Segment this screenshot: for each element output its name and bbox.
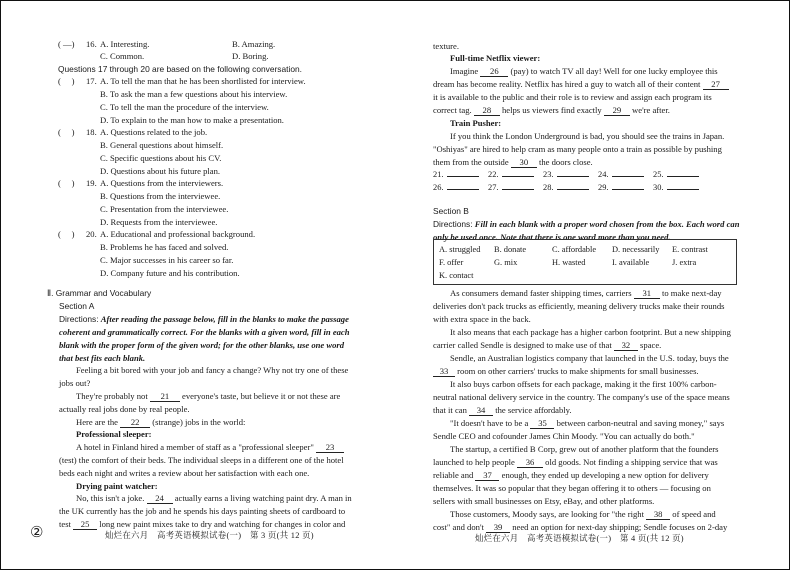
answer-field-25[interactable] (667, 168, 699, 177)
passage-line: It also buys carbon offsets for each package, making it the first 100% carbon- (450, 379, 717, 389)
directions-b-line-1: Directions: Fill in each blank with a proper word chosen from the box. Each word can (433, 219, 740, 229)
answer-row-1: 21. 22. 23. 24. 25. (433, 168, 753, 180)
q19-bracket: ( ) (58, 178, 75, 188)
passage-line: No, this isn't a joke. 24 actually earns a living watching paint dry. A man in (76, 493, 352, 503)
passage-line: Those customers, Moody says, are looking for "the right 38 of speed and (450, 509, 716, 519)
answer-field-21[interactable] (447, 168, 479, 177)
directions-b-line-2: only be used once. Note that there is one word more than you need. (433, 232, 671, 242)
passage-line: themselves. It was so popular that they began offering it to others — focusing on (433, 483, 711, 493)
passage-line: actually real jobs done by real people. (59, 404, 190, 414)
q18-number: 18. (86, 127, 97, 137)
word-option-d: D. necessarily (612, 245, 660, 254)
page-footer: 灿烂在六月 高考英语模拟试卷(一) 第 3 页(共 12 页) (105, 531, 314, 540)
blank-22[interactable]: 22 (120, 417, 150, 428)
heading-netflix-viewer: Full-time Netflix viewer: (450, 53, 541, 63)
blank-31[interactable]: 31 (634, 288, 660, 299)
passage-line: As consumers demand faster shipping times, carriers 31 to make next-day (450, 288, 722, 298)
q20-option-c: C. Major successes in his career so far. (100, 255, 234, 265)
passage-line: with extra space in the back. (433, 314, 531, 324)
q19-option-c: C. Presentation from the interviewee. (100, 204, 229, 214)
passage-line: them from the outside 30 the doors close. (433, 157, 593, 167)
q18-option-a: A. Questions related to the job. (100, 127, 208, 137)
heading-professional-sleeper: Professional sleeper: (76, 429, 152, 439)
passage-line: dream has become reality. Netflix has hired a guy to watch all of their content 27 (433, 78, 729, 90)
q16-option-a: A. Interesting. (100, 39, 150, 49)
passage-line: reliable and 37 enough, they ended up developing a new option for delivery (433, 470, 709, 480)
passage-line: A hotel in Finland hired a member of staff as a "professional sleeper" 23 (76, 441, 344, 453)
conversation-intro: Questions 17 through 20 are based on the following conversation. (58, 64, 302, 74)
q16-option-c: C. Common. (100, 51, 145, 61)
q18-option-c: C. Specific questions about his CV. (100, 153, 222, 163)
directions-b-label: Directions: (433, 219, 473, 229)
q17-number: 17. (86, 76, 97, 86)
blank-29[interactable]: 29 (604, 105, 630, 116)
passage-line: it is available to the public and their role is to review and assign each program its (433, 92, 712, 102)
word-option-b: B. donate (494, 245, 527, 254)
word-option-h: H. wasted (552, 258, 586, 267)
heading-drying-paint-watcher: Drying paint watcher: (76, 481, 158, 491)
blank-39[interactable]: 39 (486, 522, 510, 533)
passage-line: The startup, a certified B Corp, grew out of another platform that the founders (450, 444, 719, 454)
q16-option-b: B. Amazing. (232, 39, 276, 49)
word-box (433, 239, 737, 285)
passage-line: They're probably not 21 everyone's taste, but believe it or not these are (76, 391, 341, 401)
passage-line: launched to help people 36 old goods. Not finding a shipping service that was (433, 457, 718, 467)
word-option-a: A. struggled (439, 245, 481, 254)
answer-field-30[interactable] (667, 181, 699, 190)
q19-option-b: B. Questions from the interviewee. (100, 191, 221, 201)
blank-36[interactable]: 36 (517, 457, 543, 468)
passage-line: Sendle, an Australian logistics company that launched in the U.S. today, buys the (450, 353, 729, 363)
section-b-heading: Section B (433, 206, 469, 216)
answer-field-22[interactable] (502, 168, 534, 177)
passage-line: Imagine 26 (pay) to watch TV all day! Well for one lucky employee this (450, 66, 718, 76)
word-option-g: G. mix (494, 258, 518, 267)
answer-field-29[interactable] (612, 181, 644, 190)
q18-option-b: B. General questions about himself. (100, 140, 224, 150)
passage-line: (test) the comfort of their beds. The individual sleeps in a different one of the hotel (59, 455, 344, 465)
blank-28[interactable]: 28 (474, 105, 500, 116)
blank-26[interactable]: 26 (480, 66, 508, 77)
answer-field-27[interactable] (502, 181, 534, 190)
q18-option-d: D. Questions about his future plan. (100, 166, 221, 176)
passage-line: Sendle CEO and cofounder James Chin Moody. "You can actually do both." (433, 431, 695, 441)
blank-24[interactable]: 24 (147, 493, 173, 504)
answer-field-28[interactable] (557, 181, 589, 190)
q16-bracket: ( —) (58, 39, 75, 49)
q17-option-c: C. To tell the man the procedure of the interview. (100, 102, 269, 112)
directions-label: Directions: (59, 314, 99, 324)
blank-35[interactable]: 35 (530, 418, 554, 429)
passage-line: carrier called Sendle is designed to make use of that 32 space. (433, 340, 662, 350)
q17-bracket: ( ) (58, 76, 75, 86)
q20-option-a: A. Educational and professional background. (100, 229, 256, 239)
word-option-j: J. extra (672, 258, 697, 267)
q17-option-d: D. To explain to the man how to make a presentation. (100, 115, 284, 125)
directions-line-4: that best fits each blank. (59, 353, 146, 363)
page-4 (395, 0, 790, 570)
blank-21[interactable]: 21 (150, 391, 180, 402)
word-option-c: C. affordable (552, 245, 597, 254)
blank-33[interactable]: 33 (433, 366, 455, 377)
passage-line: texture. (433, 41, 460, 51)
heading-train-pusher: Train Pusher: (450, 118, 502, 128)
answer-row-2: 26. 27. 28. 29. 30. (433, 181, 753, 193)
passage-line: cost" and don't 39 need an option for next-day shipping; Sendle focuses on 2-day (433, 522, 728, 532)
directions-line-2: coherent and grammatically correct. For the blanks with a given word, fill in each (59, 327, 350, 337)
directions-line-3: blank with the proper form of the given word; for the other blanks, use one word (59, 340, 345, 350)
q20-bracket: ( ) (58, 229, 75, 239)
blank-37[interactable]: 37 (475, 470, 499, 481)
page-footer: 灿烂在六月 高考英语模拟试卷(一) 第 4 页(共 12 页) (475, 534, 684, 543)
q19-option-d: D. Requests from the interviewee. (100, 217, 218, 227)
passage-line: correct tag. 28 helps us viewers find exactly 29 we're after. (433, 105, 670, 115)
q17-option-a: A. To tell the man that he has been shortlisted for interview. (100, 76, 306, 86)
passage-line: It also means that each package has a higher carbon footprint. But a new shipping (450, 327, 731, 337)
passage-line: If you think the London Underground is bad, you should see the trains in Japan. (450, 131, 725, 141)
q16-option-d: D. Boring. (232, 51, 269, 61)
passage-line: deliveries don't pack trucks as efficiently, meaning delivery trucks make their rounds (433, 301, 725, 311)
passage-line: jobs out? (59, 378, 91, 388)
passage-line: "It doesn't have to be a 35 between carbon-neutral and saving money," says (450, 418, 725, 428)
q19-option-a: A. Questions from the interviewers. (100, 178, 224, 188)
q20-option-b: B. Problems he has faced and solved. (100, 242, 229, 252)
passage-line: Here are the 22 (strange) jobs in the world: (76, 417, 246, 427)
word-option-f: F. offer (439, 258, 464, 267)
passage-line: that it can 34 the service affordably. (433, 405, 572, 415)
blank-32[interactable]: 32 (614, 340, 638, 351)
blank-27[interactable]: 27 (703, 79, 729, 90)
answer-field-26[interactable] (447, 181, 479, 190)
passage-line: test 25 long new paint mixes take to dry and watching for changes in color and (59, 519, 346, 529)
q20-number: 20. (86, 229, 97, 239)
answer-field-23[interactable] (557, 168, 589, 177)
passage-line: 33 room on other carriers' trucks to make shipments for small businesses. (433, 365, 699, 377)
word-option-e: E. contrast (672, 245, 708, 254)
q18-bracket: ( ) (58, 127, 75, 137)
passage-line: Feeling a bit bored with your job and fancy a change? Why not try one of these (76, 365, 349, 375)
blank-30[interactable]: 30 (511, 157, 537, 168)
q16-number: 16. (86, 39, 97, 49)
passage-line: "Oshiyas" are hired to help cram as many people onto a train as possible by pushing (433, 144, 722, 154)
blank-34[interactable]: 34 (469, 405, 493, 416)
blank-38[interactable]: 38 (646, 509, 670, 520)
blank-23[interactable]: 23 (316, 442, 344, 453)
q17-option-b: B. To ask the man a few questions about his interview. (100, 89, 288, 99)
passage-line: sellers with small businesses on Etsy, eBay, and other platforms. (433, 496, 655, 506)
word-option-k: K. contact (439, 271, 474, 280)
blank-25[interactable]: 25 (73, 519, 97, 530)
passage-line: the UK currently has the job and he spends his days painting sheets of cardboard to (59, 506, 346, 516)
q19-number: 19. (86, 178, 97, 188)
part-heading: Ⅱ. Grammar and Vocabulary (47, 288, 152, 298)
passage-line: beds each night and writes a review about her satisfaction with each one. (59, 468, 310, 478)
q20-option-d: D. Company future and his contribution. (100, 268, 240, 278)
section-a-heading: Section A (59, 301, 95, 311)
answer-field-24[interactable] (612, 168, 644, 177)
directions-line-1: Directions: After reading the passage below, fill in the blanks to make the passage (59, 314, 349, 324)
page-badge: ② (30, 525, 44, 541)
word-option-i: I. available (612, 258, 650, 267)
passage-line: neutral national delivery service in the country. The company's use of the space means (433, 392, 730, 402)
